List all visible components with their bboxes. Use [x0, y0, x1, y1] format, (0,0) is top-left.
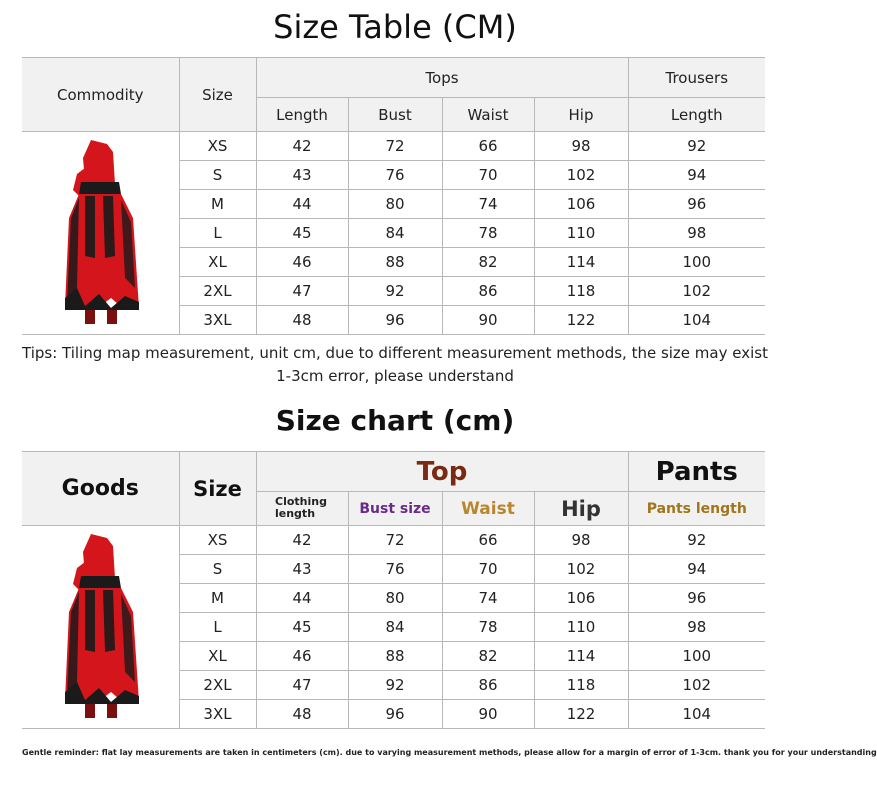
bust-cell: 84	[348, 219, 442, 248]
pants-length-cell: 100	[628, 642, 765, 671]
size-cell: S	[179, 161, 256, 190]
hip-cell: 118	[534, 671, 628, 700]
waist-cell: 82	[442, 642, 534, 671]
size-cell: 3XL	[179, 700, 256, 729]
hip-cell: 98	[534, 132, 628, 161]
bust-cell: 84	[348, 613, 442, 642]
waist-cell: 90	[442, 700, 534, 729]
length-cell: 42	[256, 526, 348, 555]
size-chart-cm	[22, 451, 765, 729]
bust-cell: 72	[348, 526, 442, 555]
size-cell: XS	[179, 132, 256, 161]
waist-cell: 74	[442, 584, 534, 613]
waist-cell: 82	[442, 248, 534, 277]
length-cell: 47	[256, 671, 348, 700]
size-cell: 2XL	[179, 671, 256, 700]
bust-cell: 88	[348, 642, 442, 671]
size-table-cm	[22, 57, 765, 335]
hip-cell: 122	[534, 700, 628, 729]
trousers-header: Trousers	[628, 58, 765, 98]
pants-length-cell: 96	[628, 584, 765, 613]
pants-length-cell: 94	[628, 555, 765, 584]
pants-length-cell: 102	[628, 277, 765, 306]
length-cell: 42	[256, 132, 348, 161]
size-cell: XL	[179, 248, 256, 277]
product-image-cell	[22, 132, 179, 335]
top-header: Top	[256, 452, 628, 492]
size-header: Size	[179, 452, 256, 526]
pants-length-cell: 100	[628, 248, 765, 277]
waist-cell: 86	[442, 671, 534, 700]
tops-header: Tops	[256, 58, 628, 98]
hip-cell: 102	[534, 555, 628, 584]
size-row	[22, 526, 765, 555]
bust-cell: 80	[348, 190, 442, 219]
size-cell: M	[179, 190, 256, 219]
pants-length-cell: 94	[628, 161, 765, 190]
bust-header: Bust	[348, 98, 442, 132]
length-cell: 44	[256, 190, 348, 219]
bust-cell: 92	[348, 277, 442, 306]
tips-text: Tips: Tiling map measurement, unit cm, due to different measurement methods, the size may exist 1-3cm error, please understand	[22, 344, 768, 385]
length-cell: 45	[256, 219, 348, 248]
waist-header: Waist	[442, 98, 534, 132]
waist-header: Waist	[442, 492, 534, 526]
waist-cell: 78	[442, 613, 534, 642]
hip-cell: 122	[534, 306, 628, 335]
hip-header: Hip	[534, 492, 628, 526]
commodity-header: Commodity	[22, 58, 179, 132]
clothing-length-label: Clothing length	[275, 495, 327, 520]
pants-length-cell: 92	[628, 526, 765, 555]
size-cell: S	[179, 555, 256, 584]
bust-cell: 76	[348, 161, 442, 190]
pants-length-cell: 92	[628, 132, 765, 161]
bust-cell: 96	[348, 700, 442, 729]
bust-size-header: Bust size	[348, 492, 442, 526]
hip-cell: 114	[534, 248, 628, 277]
length-cell: 47	[256, 277, 348, 306]
size-cell: XL	[179, 642, 256, 671]
hip-cell: 102	[534, 161, 628, 190]
length-cell: 46	[256, 642, 348, 671]
trousers-length-header: Length	[628, 98, 765, 132]
hip-cell: 118	[534, 277, 628, 306]
bust-cell: 76	[348, 555, 442, 584]
waist-cell: 78	[442, 219, 534, 248]
bust-cell: 72	[348, 132, 442, 161]
bust-cell: 96	[348, 306, 442, 335]
red-robe-costume-image	[55, 532, 145, 722]
size-cell: XS	[179, 526, 256, 555]
product-image-cell	[22, 526, 179, 729]
length-cell: 43	[256, 161, 348, 190]
hip-cell: 110	[534, 613, 628, 642]
waist-cell: 70	[442, 161, 534, 190]
size-cell: 2XL	[179, 277, 256, 306]
bust-cell: 80	[348, 584, 442, 613]
size-table-title: Size Table (CM)	[273, 8, 517, 46]
hip-cell: 106	[534, 584, 628, 613]
length-cell: 45	[256, 613, 348, 642]
size-cell: M	[179, 584, 256, 613]
hip-cell: 110	[534, 219, 628, 248]
waist-cell: 66	[442, 526, 534, 555]
bust-cell: 92	[348, 671, 442, 700]
pants-length-cell: 98	[628, 613, 765, 642]
waist-cell: 90	[442, 306, 534, 335]
waist-cell: 86	[442, 277, 534, 306]
size-row	[22, 132, 765, 161]
hip-cell: 98	[534, 526, 628, 555]
hip-cell: 114	[534, 642, 628, 671]
length-cell: 43	[256, 555, 348, 584]
size-cell: L	[179, 613, 256, 642]
size-header: Size	[179, 58, 256, 132]
length-cell: 48	[256, 700, 348, 729]
pants-length-cell: 98	[628, 219, 765, 248]
clothing-length-header	[256, 492, 348, 526]
size-chart-title: Size chart (cm)	[275, 404, 515, 437]
length-cell: 46	[256, 248, 348, 277]
pants-length-cell: 104	[628, 700, 765, 729]
hip-cell: 106	[534, 190, 628, 219]
hip-header: Hip	[534, 98, 628, 132]
pants-length-header: Pants length	[628, 492, 765, 526]
bust-cell: 88	[348, 248, 442, 277]
red-robe-costume-image	[55, 138, 145, 328]
waist-cell: 66	[442, 132, 534, 161]
goods-header: Goods	[22, 452, 179, 526]
pants-length-cell: 96	[628, 190, 765, 219]
waist-cell: 70	[442, 555, 534, 584]
length-header: Length	[256, 98, 348, 132]
length-cell: 48	[256, 306, 348, 335]
size-cell: L	[179, 219, 256, 248]
pants-length-cell: 102	[628, 671, 765, 700]
gentle-reminder-text: Gentle reminder: flat lay measurements are taken in centimeters (cm). due to varying measurement methods, please allow for a margin of error of 1-3cm. thank you for your understanding	[22, 748, 877, 757]
size-cell: 3XL	[179, 306, 256, 335]
pants-header: Pants	[628, 452, 765, 492]
length-cell: 44	[256, 584, 348, 613]
pants-length-cell: 104	[628, 306, 765, 335]
waist-cell: 74	[442, 190, 534, 219]
